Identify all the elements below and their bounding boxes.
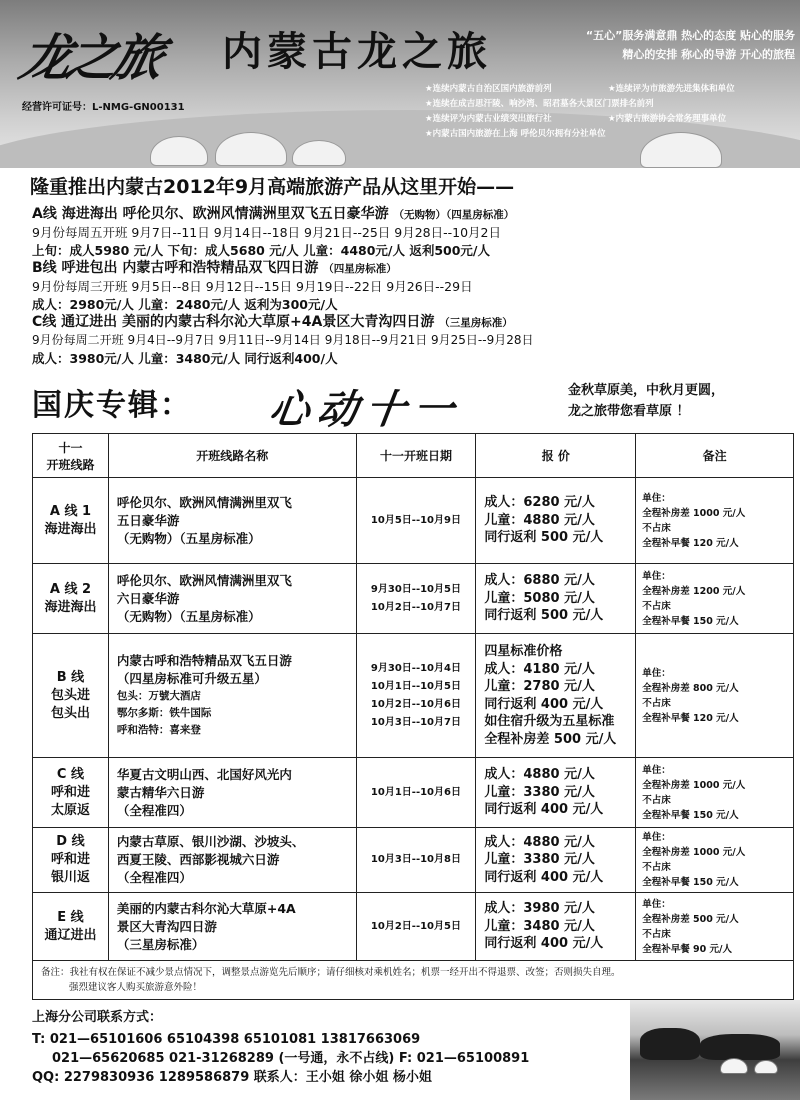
- route-name-cell: [108, 893, 356, 961]
- date-cell-line: 10月1日--10月5日: [370, 680, 461, 692]
- note-cell-line: 单住：: [642, 570, 671, 582]
- route-tag: （无购物）（四星房标准）: [393, 209, 515, 221]
- note-cell-line: 单住：: [642, 898, 671, 910]
- line-cell: [33, 478, 109, 564]
- line-cell-line: 呼和进: [50, 784, 90, 800]
- route-name-cell: [108, 634, 356, 758]
- route-name-cell-line: 蒙古精华六日游: [116, 784, 205, 800]
- table-row: [33, 893, 794, 961]
- route-title-text: B线 呼进包出 内蒙古呼和浩特精品双飞四日游: [32, 260, 319, 276]
- line-cell-line: A 线 2: [49, 581, 92, 597]
- date-cell-line: 10月5日--10月9日: [370, 514, 461, 526]
- price-cell-line: 同行返利 400 元/人: [484, 696, 604, 712]
- header-price: 报 价: [476, 434, 636, 478]
- route-name-cell-line: 景区大青沟四日游: [116, 918, 217, 934]
- contact-phones: T: 021—65101606 65104398 65101081 13817663069: [32, 1032, 421, 1047]
- header-line: [33, 434, 109, 478]
- date-cell-line: 9月30日--10月5日: [370, 583, 461, 595]
- date-cell: [356, 828, 476, 893]
- route-name-cell-line: （四星房标准可升级五星）: [116, 671, 267, 686]
- route-name-cell-line: 五日豪华游: [116, 512, 180, 528]
- date-cell: [356, 478, 476, 564]
- note-cell-line: 全程补早餐 90 元/人: [642, 943, 732, 955]
- line-cell: [33, 828, 109, 893]
- line-cell-line: 呼和进: [50, 852, 90, 867]
- price-cell-line: 成人：6880 元/人: [484, 573, 595, 589]
- note-cell-line: 单住：: [642, 492, 671, 504]
- price-cell-line: 成人：6280 元/人: [484, 495, 595, 511]
- date-cell: [356, 758, 476, 828]
- route-a-prices: 上旬：成人5980 元/人 下旬：成人5680 元/人 儿童：4480元/人 返利500元/人: [32, 242, 490, 258]
- line-cell-line: 海进海出: [44, 521, 97, 537]
- table-body: [33, 478, 794, 961]
- line-cell-line: D 线: [56, 834, 85, 849]
- note-cell-line: 全程补早餐 150 元/人: [642, 877, 739, 888]
- route-title-text: A线 海进海出 呼伦贝尔、欧洲风情满洲里双飞五日豪华游: [32, 206, 389, 222]
- price-cell-line: 成人：4180 元/人: [484, 661, 595, 677]
- note-cell-line: 全程补房差 500 元/人: [642, 913, 739, 925]
- header-banner: [0, 0, 800, 168]
- yurt-icon: [720, 1058, 748, 1074]
- contact-title: 上海分公司联系方式：: [32, 1010, 163, 1025]
- contact-block: [32, 1008, 529, 1087]
- line-cell-line: B 线: [56, 669, 85, 685]
- route-name-cell-line: （全程准四）: [116, 802, 192, 818]
- route-b-title: [32, 259, 800, 278]
- calligraphy-logo: 龙之旅: [14, 28, 166, 87]
- price-cell-line: 同行返利 500 元/人: [484, 530, 604, 546]
- table-row: [33, 758, 794, 828]
- note-cell-line: 全程补早餐 150 元/人: [642, 615, 739, 627]
- note-cell: [636, 478, 794, 564]
- route-name-cell: [108, 758, 356, 828]
- note-cell-line: 全程补房差 1000 元/人: [642, 847, 746, 858]
- note-cell-line: 不占床: [642, 862, 671, 873]
- honor-item: ★连续评为内蒙古业绩突出旅行社: [425, 114, 552, 124]
- line-cell-line: 太原返: [50, 802, 90, 818]
- line-cell-line: A 线 1: [49, 503, 92, 519]
- promo-line: 龙之旅带您看草原 ！: [568, 404, 690, 419]
- remark-row: [33, 961, 794, 1000]
- honor-row: [425, 97, 800, 112]
- note-cell: [636, 893, 794, 961]
- yurt-icon: [754, 1060, 778, 1074]
- tree-icon: [700, 1034, 780, 1060]
- table-row: [33, 478, 794, 564]
- header-text: 十一: [58, 440, 83, 455]
- note-cell-line: 不占床: [642, 794, 671, 806]
- route-name-cell-line: （全程准四）: [116, 870, 192, 885]
- header-name: 开班线路名称: [108, 434, 356, 478]
- price-cell-line: 成人：4880 元/人: [484, 767, 595, 783]
- honor-item: ★连续评为市旅游先进集体和单位: [608, 84, 735, 94]
- route-name-cell-line: 内蒙古呼和浩特精品双飞五日游: [116, 653, 292, 668]
- route-tag: （三星房标准）: [439, 317, 513, 329]
- price-cell: [476, 634, 636, 758]
- promo-text: [568, 380, 724, 422]
- route-name-cell-line: 西夏王陵、西部影视城六日游: [116, 852, 280, 867]
- price-cell: [476, 758, 636, 828]
- honor-item: ★内蒙古国内旅游在上海 呼伦贝尔拥有分社单位: [425, 129, 606, 139]
- note-cell-line: 单住：: [642, 832, 671, 843]
- route-name-cell-line: （无购物）（五星房标准）: [116, 530, 261, 546]
- line-cell-line: E 线: [57, 909, 84, 925]
- price-cell-line: 儿童：3380 元/人: [484, 852, 595, 868]
- hotel-line: 呼和浩特：喜来登: [116, 724, 201, 736]
- route-tag: （四星房标准）: [323, 263, 397, 275]
- price-cell-line: 儿童：3480 元/人: [484, 918, 595, 934]
- header-date: 十一开班日期: [356, 434, 476, 478]
- honor-row: [425, 127, 800, 142]
- line-cell: [33, 634, 109, 758]
- honor-item: ★连续在成吉思汗陵、响沙湾、昭君墓各大景区门票排名前列: [425, 99, 654, 109]
- brand-title: 内蒙古龙之旅: [222, 28, 492, 75]
- table-row: [33, 634, 794, 758]
- price-cell: [476, 564, 636, 634]
- honor-row: [425, 112, 800, 127]
- note-cell-line: 不占床: [642, 697, 671, 709]
- note-cell-line: 全程补房差 1200 元/人: [642, 585, 746, 597]
- note-cell-line: 不占床: [642, 600, 671, 612]
- hotel-line: 包头：万號大酒店: [116, 690, 201, 702]
- line-cell: [33, 758, 109, 828]
- note-cell-line: 不占床: [642, 522, 671, 534]
- slogan-line: “五心”服务满意鼎 热心的态度 贴心的服务: [585, 29, 795, 42]
- line-cell-line: 包头进: [50, 687, 90, 703]
- note-cell-line: 全程补房差 800 元/人: [642, 682, 739, 694]
- line-cell-line: 通辽进出: [44, 927, 97, 943]
- line-cell-line: 包头出: [50, 705, 90, 721]
- contact-qq: QQ: 2279830936 1289586879 联系人：王小姐 徐小姐 杨小姐: [32, 1070, 432, 1085]
- price-cell-line: 同行返利 400 元/人: [484, 936, 604, 952]
- price-cell-line: 儿童：2780 元/人: [484, 679, 595, 694]
- route-name-cell: [108, 478, 356, 564]
- date-cell-line: 10月2日--10月6日: [370, 698, 461, 710]
- price-cell-line: 儿童：3380 元/人: [484, 784, 595, 800]
- calligraphy-slogan: 心动十一: [266, 386, 465, 433]
- slogan-line: 精心的安排 称心的导游 开心的旅程: [622, 48, 795, 61]
- route-name-cell-line: （三星房标准）: [116, 936, 205, 952]
- date-cell-line: 10月3日--10月7日: [370, 716, 461, 728]
- price-cell-line: 四星标准价格: [484, 644, 563, 659]
- date-cell-line: 10月2日--10月5日: [370, 920, 461, 932]
- header-note: 备注: [636, 434, 794, 478]
- note-cell-line: 全程补早餐 150 元/人: [642, 809, 739, 821]
- remark-line: 强烈建议客人购买旅游意外险！: [69, 982, 203, 993]
- date-cell-line: 10月3日--10月8日: [370, 854, 461, 865]
- honors-list: [425, 82, 800, 142]
- promo-line: 金秋草原美，中秋月更圆，: [568, 383, 725, 398]
- note-cell-line: 不占床: [642, 928, 671, 940]
- honor-item: ★连续内蒙古自治区国内旅游前列: [425, 84, 552, 94]
- price-cell: [476, 828, 636, 893]
- price-cell-line: 同行返利 400 元/人: [484, 869, 604, 885]
- line-cell-line: C 线: [56, 766, 84, 782]
- route-name-cell-line: 内蒙古草原、银川沙湖、沙坡头、: [116, 834, 305, 849]
- route-c-schedule: 9月份每周二开班 9月4日--9月7日 9月11日--9月14日 9月18日--9月21日 9月25日--9月28日: [32, 333, 534, 347]
- table-row: [33, 564, 794, 634]
- date-cell-line: 9月30日--10月4日: [370, 662, 461, 674]
- price-cell-line: 儿童：5080 元/人: [484, 590, 595, 606]
- date-cell: [356, 893, 476, 961]
- note-cell-line: 单住：: [642, 764, 671, 776]
- table-header-row: [33, 434, 794, 478]
- line-cell: [33, 564, 109, 634]
- note-cell: [636, 828, 794, 893]
- route-c-prices: 成人：3980元/人 儿童：3480元/人 同行返利400/人: [32, 350, 338, 366]
- hotel-line: 鄂尔多斯：铁牛国际: [116, 707, 212, 719]
- september-headline: 隆重推出内蒙古2012年9月高端旅游产品从这里开始——: [30, 176, 515, 198]
- note-cell-line: 全程补房差 1000 元/人: [642, 507, 746, 519]
- price-cell-line: 成人：4880 元/人: [484, 834, 595, 850]
- route-b-schedule: 9月份每周三开班 9月5日--8日 9月12日--15日 9月19日--22日 9月26日--29日: [32, 279, 473, 294]
- note-cell: [636, 758, 794, 828]
- route-name-cell-line: 美丽的内蒙古科尔沁大草原+4A: [116, 900, 296, 916]
- national-day-table: [32, 433, 794, 1000]
- note-cell: [636, 634, 794, 758]
- price-cell-line: 成人：3980 元/人: [484, 901, 595, 917]
- date-cell-line: 10月1日--10月6日: [370, 786, 461, 798]
- note-cell-line: 全程补房差 1000 元/人: [642, 779, 746, 791]
- line-cell: [33, 893, 109, 961]
- honor-row: [425, 82, 800, 97]
- table-row: [33, 828, 794, 893]
- date-cell: [356, 564, 476, 634]
- grassland-photo: [630, 1000, 800, 1100]
- honor-item: ★内蒙古旅游协会常务理事单位: [608, 114, 727, 124]
- route-c-title: [32, 313, 800, 332]
- price-cell-line: 全程补房差 500 元/人: [484, 731, 617, 747]
- route-name-cell-line: 华夏古文明山西、北国好风光内: [116, 766, 292, 782]
- price-cell: [476, 478, 636, 564]
- contact-phones-fax: 021—65620685 021-31268289 (一号通，永不占线) F: 021—65100891: [52, 1051, 530, 1066]
- date-cell: [356, 634, 476, 758]
- note-cell-line: 全程补早餐 120 元/人: [642, 537, 739, 549]
- price-cell-line: 如住宿升级为五星标准: [484, 714, 615, 729]
- route-a-schedule: 9月份每周五开班 9月7日--11日 9月14日--18日 9月21日--25日 9月28日--10月2日: [32, 225, 501, 240]
- header-text: 开班线路: [46, 457, 95, 472]
- route-b-prices: 成人：2980元/人 儿童：2480元/人 返利为300元/人: [32, 296, 338, 312]
- special-title: 国庆专辑：: [32, 388, 192, 423]
- remark-cell: [33, 961, 794, 1000]
- route-name-cell-line: 呼伦贝尔、欧洲风情满洲里双飞: [116, 494, 292, 510]
- service-slogan: [550, 26, 795, 64]
- license-number: 经营许可证号：L-NMG-GN00131: [22, 102, 185, 113]
- note-cell-line: 单住：: [642, 667, 671, 679]
- remark-line: 备注：我社有权在保证不减少景点情况下，调整景点游览先后顺序；请仔细核对乘机姓名；机票一经开出不得退票、改签；否则损失自理。: [41, 967, 621, 978]
- tree-icon: [640, 1028, 700, 1060]
- price-cell-line: 儿童：4880 元/人: [484, 512, 595, 528]
- route-a-title: [32, 205, 800, 224]
- price-cell-line: 同行返利 500 元/人: [484, 608, 604, 624]
- date-cell-line: 10月2日--10月7日: [370, 601, 461, 613]
- line-cell-line: 海进海出: [44, 599, 97, 615]
- route-name-cell-line: 六日豪华游: [116, 590, 180, 606]
- note-cell-line: 全程补早餐 120 元/人: [642, 712, 739, 724]
- price-cell: [476, 893, 636, 961]
- route-name-cell-line: （无购物）（五星房标准）: [116, 608, 261, 624]
- route-name-cell: [108, 564, 356, 634]
- route-name-cell: [108, 828, 356, 893]
- price-cell-line: 同行返利 400 元/人: [484, 802, 604, 818]
- route-title-text: C线 通辽进出 美丽的内蒙古科尔沁大草原+4A景区大青沟四日游: [32, 314, 435, 330]
- september-routes: [32, 205, 800, 367]
- route-name-cell-line: 呼伦贝尔、欧洲风情满洲里双飞: [116, 572, 292, 588]
- note-cell: [636, 564, 794, 634]
- line-cell-line: 银川返: [50, 870, 90, 885]
